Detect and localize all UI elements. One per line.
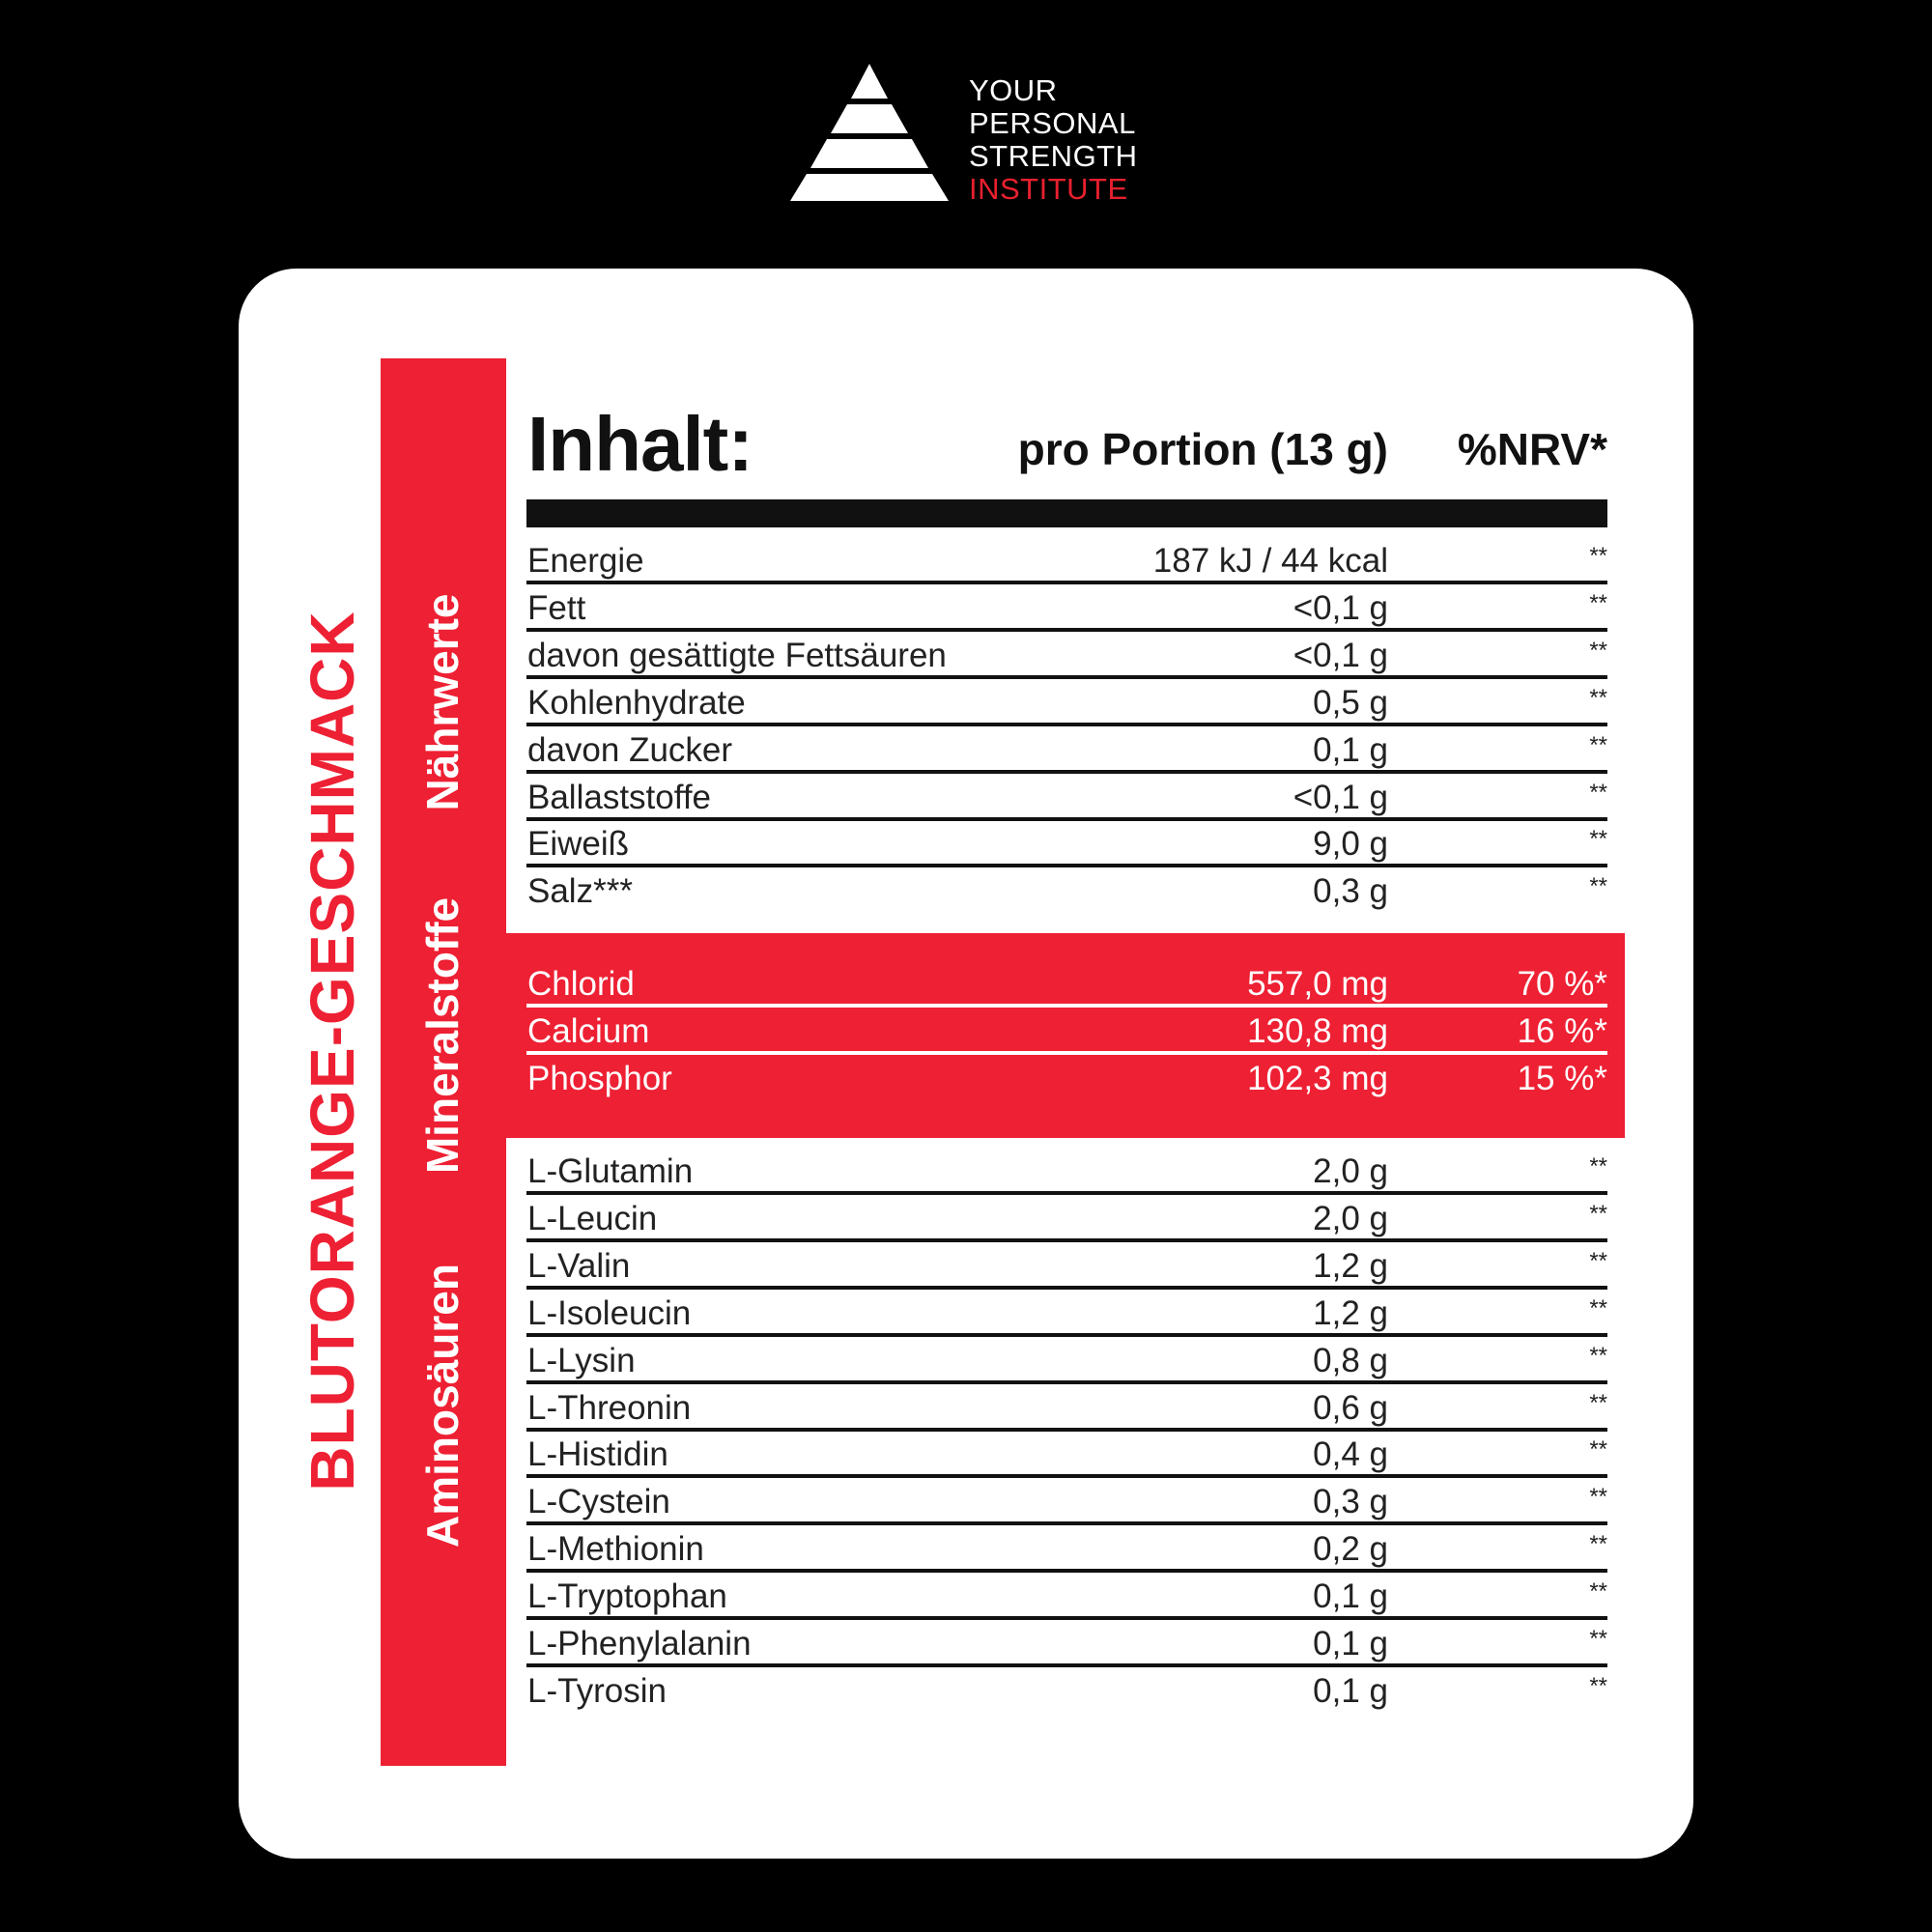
row-nrv: ** xyxy=(1589,1389,1607,1416)
row-amount: 1,2 g xyxy=(1313,1293,1388,1332)
row-name: Eiweiß xyxy=(527,825,630,864)
section-label-aminosaeuren: Aminosäuren xyxy=(417,1264,468,1548)
row-amount: 187 kJ / 44 kcal xyxy=(1152,542,1388,580)
row-name: Fett xyxy=(527,588,586,627)
row-name: davon Zucker xyxy=(527,730,733,769)
amino-acid-row xyxy=(526,1573,1607,1620)
row-amount: 0,1 g xyxy=(1313,1625,1388,1662)
row-name: Salz*** xyxy=(527,872,633,911)
row-amount: 0,5 g xyxy=(1313,683,1388,722)
row-amount: 2,0 g xyxy=(1313,1152,1388,1190)
row-amount: 0,8 g xyxy=(1313,1341,1388,1379)
nrv-header: %NRV* xyxy=(1457,424,1607,474)
row-name: Ballaststoffe xyxy=(527,778,712,816)
mineral-row xyxy=(526,1008,1607,1055)
mineral-row xyxy=(526,1055,1607,1102)
row-amount: <0,1 g xyxy=(1293,778,1388,816)
row-name: L-Methionin xyxy=(527,1530,704,1569)
row-nrv: ** xyxy=(1589,1484,1607,1511)
row-name: L-Threonin xyxy=(527,1388,692,1427)
row-name: L-Lysin xyxy=(527,1341,636,1379)
section-label-naehrwerte: Nährwerte xyxy=(417,593,468,811)
row-name: L-Cystein xyxy=(527,1483,670,1521)
row-amount: 102,3 mg xyxy=(1247,1059,1388,1097)
row-amount: 0,1 g xyxy=(1313,1671,1388,1710)
row-name: Energie xyxy=(527,542,644,580)
amino-acid-row xyxy=(526,1384,1607,1432)
brand-logo xyxy=(778,60,1164,205)
amino-acid-row xyxy=(526,1290,1607,1337)
row-name: Phosphor xyxy=(527,1059,672,1097)
row-nrv: ** xyxy=(1589,1294,1607,1321)
row-amount: 0,2 g xyxy=(1313,1530,1388,1569)
row-amount: 0,3 g xyxy=(1313,872,1388,911)
amino-acid-row xyxy=(526,1337,1607,1384)
row-name: L-Glutamin xyxy=(527,1152,694,1190)
nutrient-row xyxy=(526,774,1607,821)
row-name: L-Valin xyxy=(527,1246,631,1285)
amino-acid-row xyxy=(526,1620,1607,1667)
amino-acid-row xyxy=(526,1478,1607,1525)
row-nrv: ** xyxy=(1589,826,1607,853)
row-amount: 1,2 g xyxy=(1313,1246,1388,1285)
row-name: L-Histidin xyxy=(527,1435,668,1474)
row-name: L-Tryptophan xyxy=(527,1577,727,1616)
amino-acid-row xyxy=(526,1667,1607,1715)
row-nrv: ** xyxy=(1589,1153,1607,1179)
row-name: davon gesättigte Fettsäuren xyxy=(527,636,947,674)
row-nrv: ** xyxy=(1589,543,1607,569)
row-nrv: ** xyxy=(1589,1531,1607,1558)
amino-acid-row xyxy=(526,1242,1607,1290)
nutrient-row xyxy=(526,726,1607,774)
row-nrv: 70 %* xyxy=(1517,965,1607,1003)
row-nrv: ** xyxy=(1589,1436,1607,1463)
amino-acid-row xyxy=(526,1148,1607,1195)
brand-name xyxy=(969,74,1138,206)
pyramid-logo-icon xyxy=(778,60,961,205)
row-nrv: ** xyxy=(1589,589,1607,616)
row-nrv: ** xyxy=(1589,1200,1607,1227)
row-amount: 130,8 mg xyxy=(1247,1011,1388,1050)
row-nrv: ** xyxy=(1589,873,1607,900)
row-amount: 9,0 g xyxy=(1313,825,1388,864)
row-nrv: ** xyxy=(1589,637,1607,664)
row-amount: 557,0 mg xyxy=(1247,965,1388,1003)
row-name: Kohlenhydrate xyxy=(527,683,746,722)
row-name: L-Phenylalanin xyxy=(527,1625,752,1662)
brand-line: YOUR xyxy=(969,73,1058,107)
amino-acid-row xyxy=(526,1431,1607,1478)
row-amount: 0,4 g xyxy=(1313,1435,1388,1474)
nutrient-row xyxy=(526,584,1607,632)
row-nrv: ** xyxy=(1589,684,1607,711)
row-nrv: ** xyxy=(1589,1626,1607,1652)
row-nrv: ** xyxy=(1589,1247,1607,1274)
row-nrv: ** xyxy=(1589,1578,1607,1605)
table-title: Inhalt: xyxy=(527,401,753,487)
row-nrv: ** xyxy=(1589,1342,1607,1369)
row-name: L-Leucin xyxy=(527,1199,658,1237)
brand-line: STRENGTH xyxy=(969,139,1138,173)
row-nrv: ** xyxy=(1589,779,1607,806)
row-nrv: ** xyxy=(1589,1672,1607,1699)
row-amount: 0,1 g xyxy=(1313,730,1388,769)
portion-header: pro Portion (13 g) xyxy=(1017,424,1388,474)
mineral-row xyxy=(526,960,1607,1008)
nutrient-row xyxy=(526,537,1607,584)
row-amount: 2,0 g xyxy=(1313,1199,1388,1237)
row-name: L-Isoleucin xyxy=(527,1293,692,1332)
brand-line-accent: INSTITUTE xyxy=(969,172,1128,206)
nutrient-row xyxy=(526,632,1607,679)
row-name: L-Tyrosin xyxy=(527,1671,667,1710)
row-amount: <0,1 g xyxy=(1293,636,1388,674)
row-name: Chlorid xyxy=(527,965,635,1003)
row-amount: 0,6 g xyxy=(1313,1388,1388,1427)
row-amount: 0,3 g xyxy=(1313,1483,1388,1521)
section-label-mineralstoffe: Mineralstoffe xyxy=(417,896,468,1175)
amino-acid-row xyxy=(526,1195,1607,1242)
row-amount: <0,1 g xyxy=(1293,588,1388,627)
nutrient-row xyxy=(526,820,1607,867)
flavor-label: BLUTORANGE-GESCHMACK xyxy=(298,611,367,1492)
row-amount: 0,1 g xyxy=(1313,1577,1388,1616)
row-nrv: ** xyxy=(1589,731,1607,758)
header-rule xyxy=(526,499,1607,527)
amino-acid-row xyxy=(526,1525,1607,1573)
row-nrv: 15 %* xyxy=(1517,1059,1607,1097)
row-name: Calcium xyxy=(527,1011,650,1050)
nutrient-row xyxy=(526,867,1607,915)
row-nrv: 16 %* xyxy=(1517,1011,1607,1050)
brand-line: PERSONAL xyxy=(969,106,1136,140)
nutrient-row xyxy=(526,679,1607,726)
